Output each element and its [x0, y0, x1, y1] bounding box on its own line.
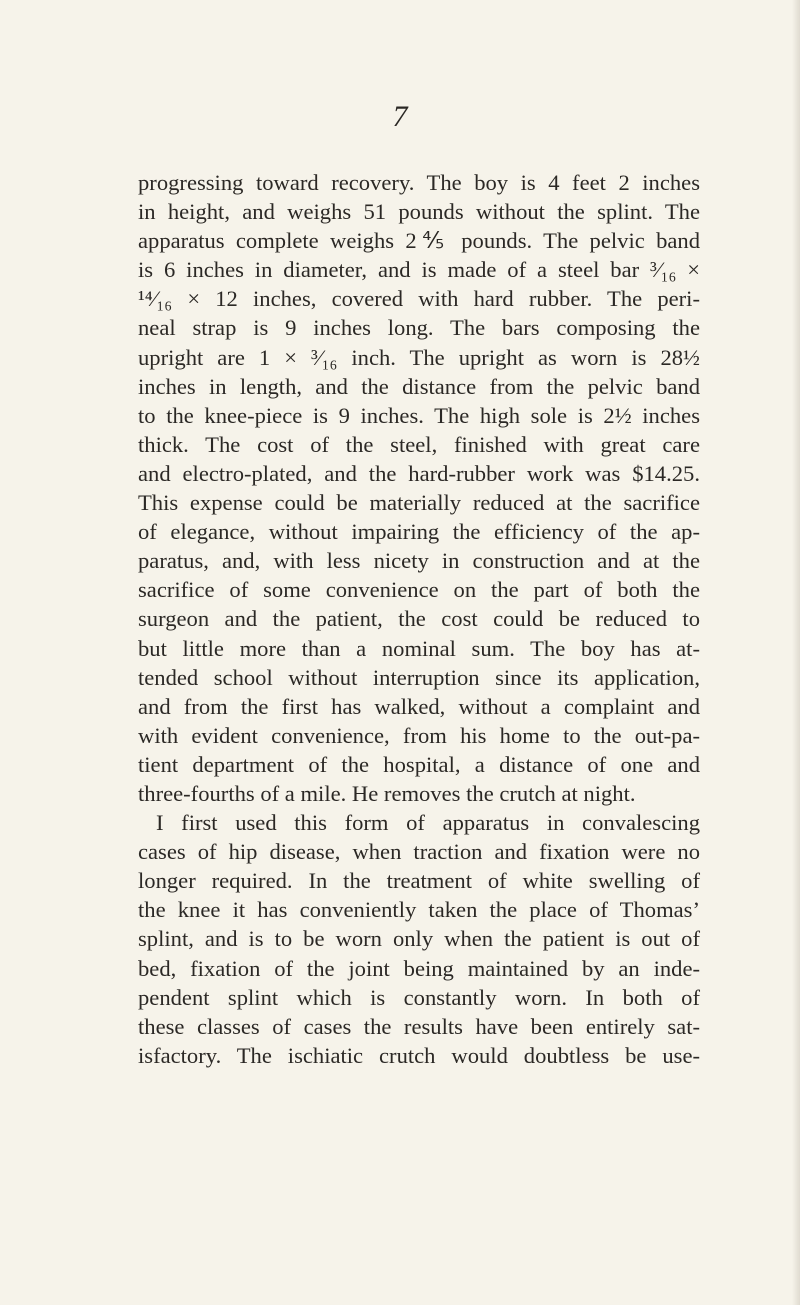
text-line: but little more than a nominal sum. The boy has at- [138, 635, 700, 661]
text-line: splint, and is to be worn only when the patient is out of [138, 926, 700, 952]
body-text [138, 168, 700, 1070]
text-line: these classes of cases the results have been entirely sat- [138, 1013, 700, 1039]
text-line: isfactory. The ischiatic crutch would doubtless be use- [138, 1042, 700, 1068]
text-line: ¹⁴⁄₁₆ × 12 inches, covered with hard rubber. The peri- [138, 286, 700, 312]
text-line: three-fourths of a mile. He removes the crutch at night. [138, 780, 636, 806]
text-line: of elegance, without impairing the efficiency of the ap- [138, 519, 700, 545]
text-line: sacrifice of some convenience on the part of both the [138, 577, 700, 603]
text-line: neal strap is 9 inches long. The bars composing the [138, 315, 700, 341]
text-line: paratus, and, with less nicety in construction and at the [138, 548, 700, 574]
paragraph-2 [138, 808, 700, 1070]
text-line: I first used this form of apparatus in convalescing [156, 810, 700, 836]
text-line: inches in length, and the distance from the pelvic band [138, 373, 700, 399]
paragraph-1 [138, 168, 700, 808]
text-line: thick. The cost of the steel, finished with great care [138, 431, 700, 457]
text-line: apparatus complete weighs 2⅘ pounds. The pelvic band [138, 228, 700, 254]
page-number: 7 [392, 100, 408, 133]
text-line: in height, and weighs 51 pounds without the splint. The [138, 199, 700, 225]
text-line: cases of hip disease, when traction and fixation were no [138, 839, 700, 865]
text-line: bed, fixation of the joint being maintained by an inde- [138, 955, 700, 981]
text-line: upright are 1 × ³⁄₁₆ inch. The upright as worn is 28½ [138, 344, 700, 370]
text-line: pendent splint which is constantly worn. In both of [138, 984, 700, 1010]
text-line: and from the first has walked, without a complaint and [138, 693, 700, 719]
text-line: longer required. In the treatment of white swelling of [138, 868, 700, 894]
text-line: is 6 inches in diameter, and is made of a steel bar ³⁄₁₆ × [138, 257, 700, 283]
text-line: to the knee-piece is 9 inches. The high sole is 2½ inches [138, 402, 700, 428]
text-line: surgeon and the patient, the cost could be reduced to [138, 606, 700, 632]
text-line: the knee it has conveniently taken the place of Thomas’ [138, 897, 700, 923]
text-line: and electro-plated, and the hard-rubber work was $14.25. [138, 460, 700, 486]
text-line: progressing toward recovery. The boy is 4 feet 2 inches [138, 170, 700, 195]
text-line: with evident convenience, from his home to the out-pa- [138, 722, 700, 748]
page-edge-shadow [792, 0, 800, 1305]
text-line: This expense could be materially reduced at the sacrifice [138, 490, 700, 516]
text-line: tended school without interruption since its application, [138, 664, 700, 690]
text-line: tient department of the hospital, a distance of one and [138, 751, 700, 777]
